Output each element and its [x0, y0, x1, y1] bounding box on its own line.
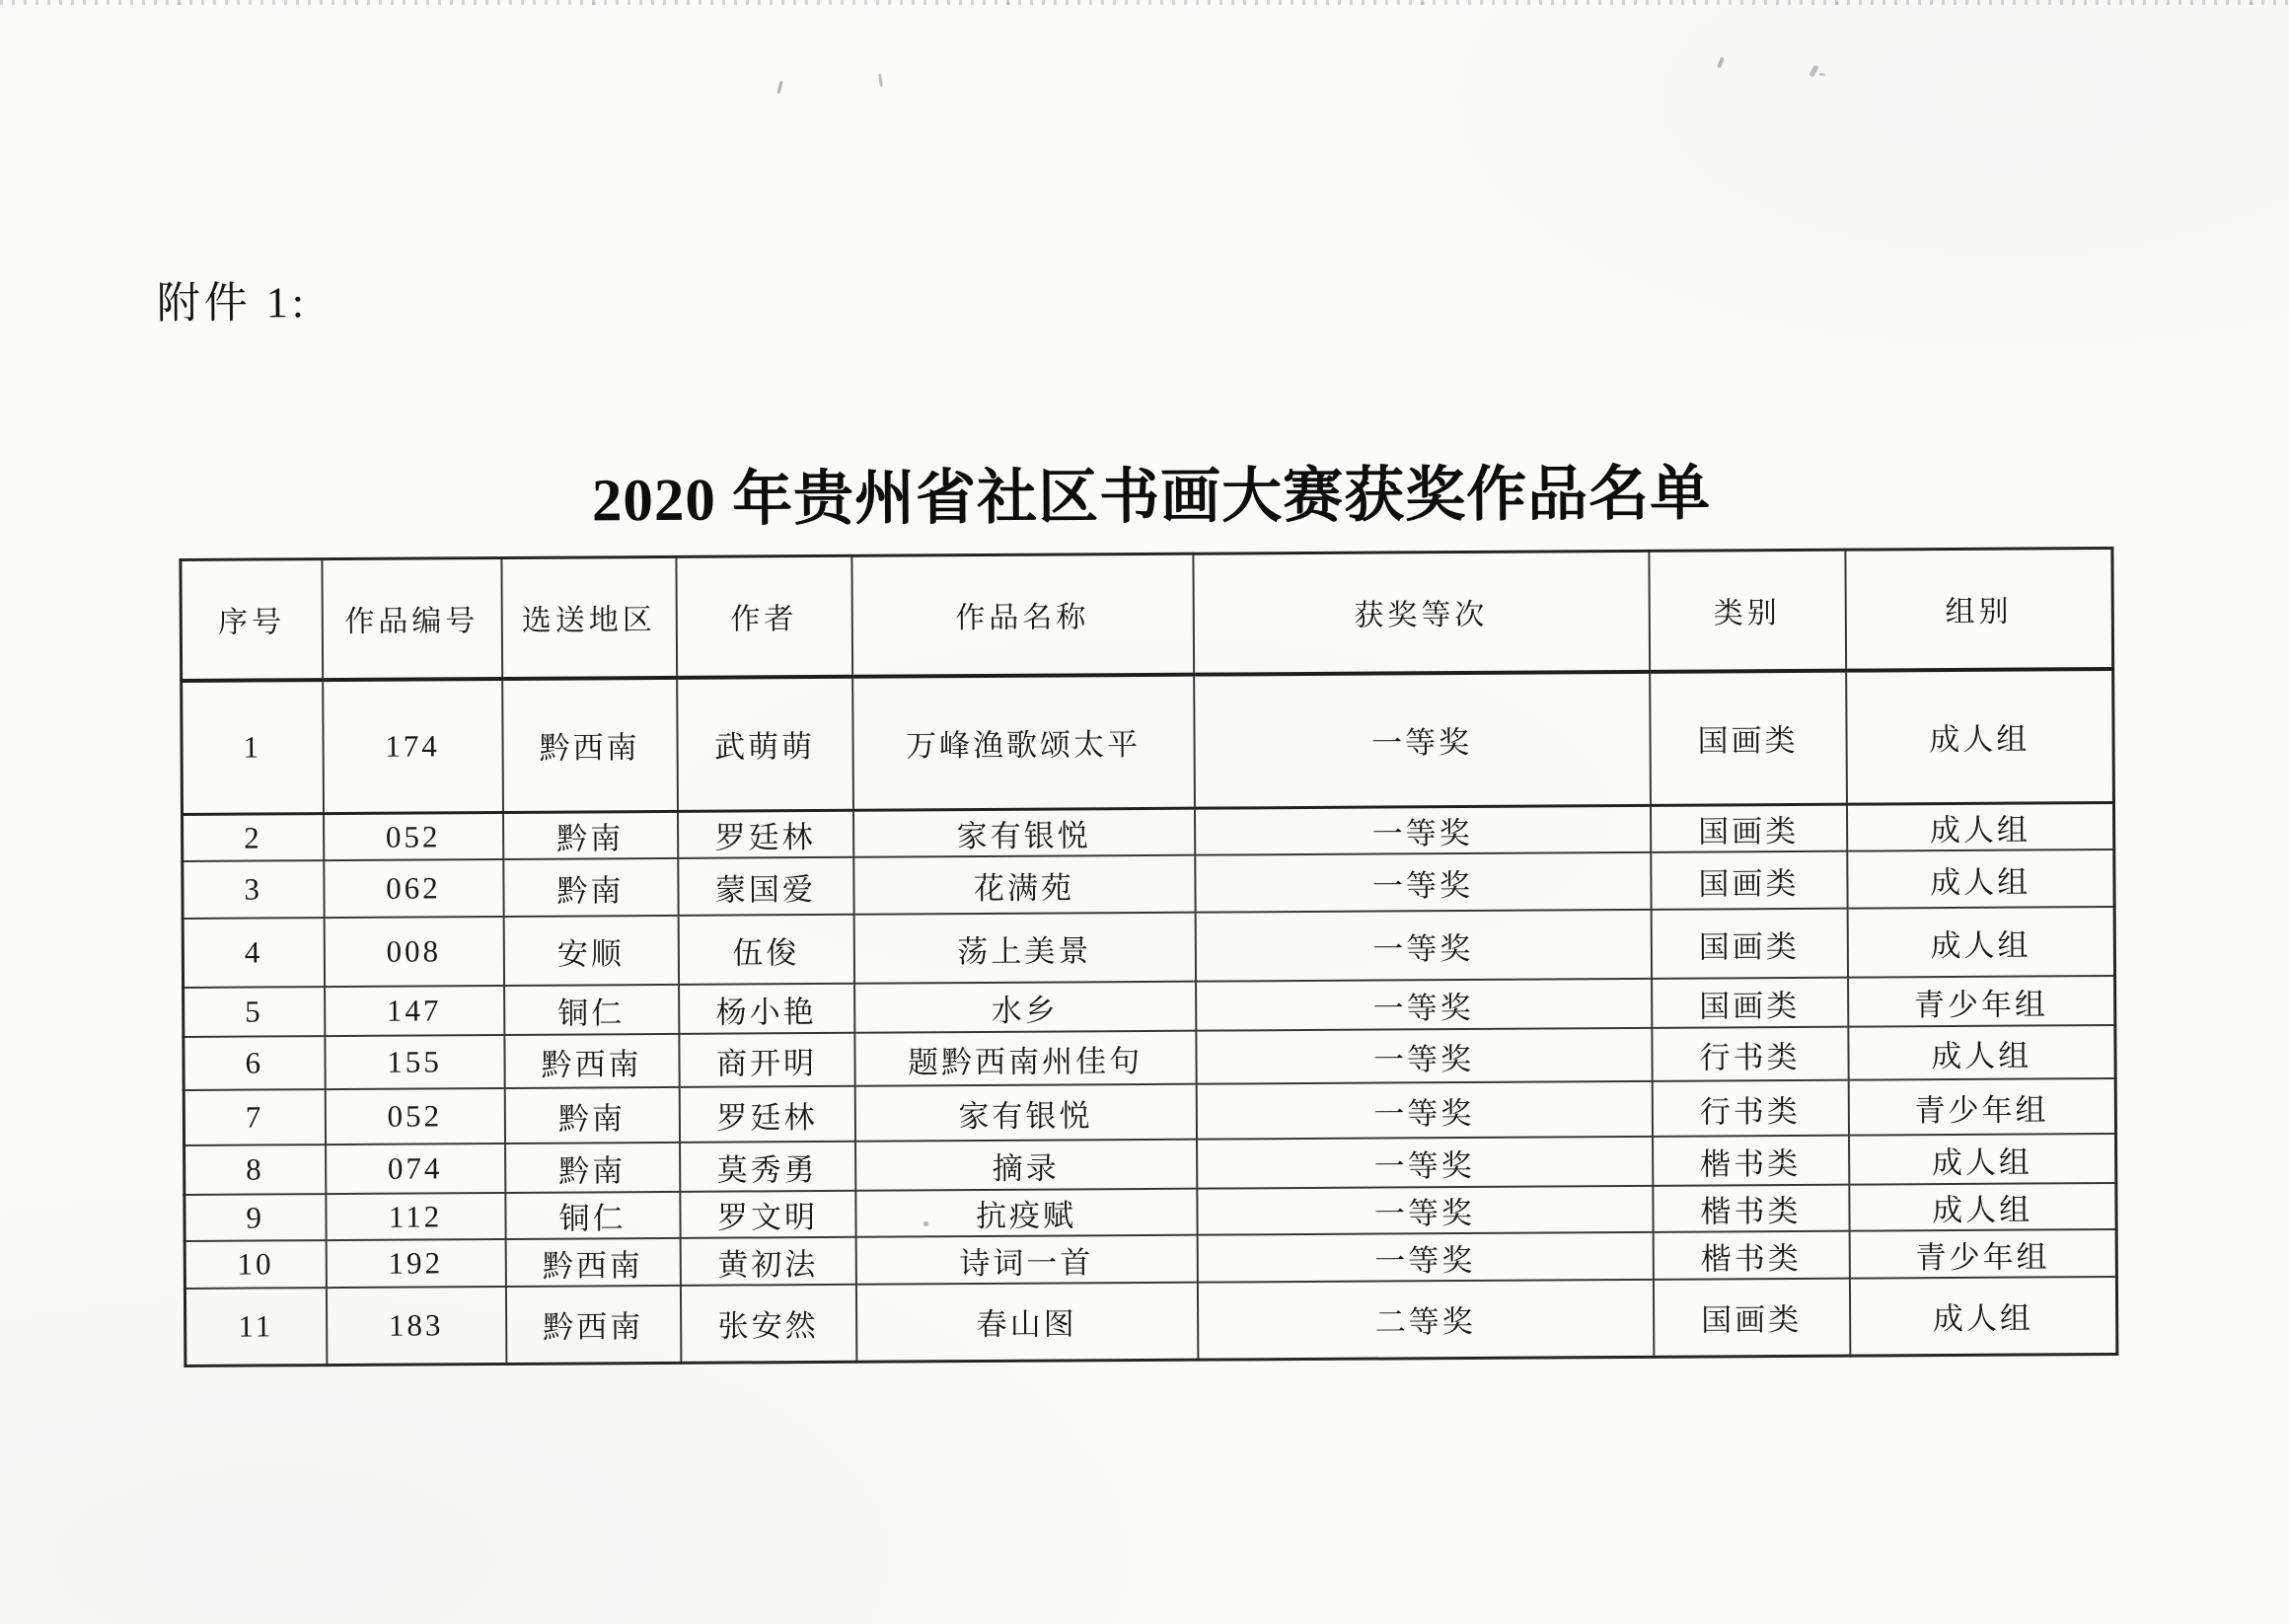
table-cell: 074 [326, 1144, 505, 1194]
table-cell: 黔西南 [502, 677, 678, 812]
table-cell: 国画类 [1652, 978, 1848, 1028]
awards-table-body [182, 669, 2117, 1366]
column-header: 选送地区 [501, 556, 677, 678]
table-cell: 一等奖 [1196, 1028, 1652, 1084]
table-cell: 摘录 [855, 1140, 1197, 1191]
table-cell: 黔南 [504, 1087, 679, 1144]
table-cell: 5 [184, 987, 325, 1037]
table-cell: 一等奖 [1197, 1186, 1653, 1235]
column-header: 类别 [1649, 550, 1846, 671]
table-cell: 052 [325, 1088, 504, 1144]
column-header: 作品名称 [851, 554, 1194, 676]
table-cell: 192 [326, 1239, 505, 1288]
table-cell: 水乡 [854, 982, 1196, 1033]
table-cell: 成人组 [1847, 849, 2114, 909]
table-cell: 黔南 [505, 1143, 680, 1193]
column-header: 获奖等次 [1193, 551, 1650, 674]
table-cell: 罗文明 [680, 1191, 855, 1238]
column-header: 组别 [1845, 549, 2113, 671]
table-cell: 楷书类 [1653, 1185, 1849, 1232]
table-cell: 成人组 [1847, 907, 2114, 978]
table-cell: 7 [184, 1089, 325, 1145]
table-cell: 一等奖 [1197, 1232, 1653, 1283]
table-cell: 一等奖 [1194, 671, 1651, 808]
table-cell: 一等奖 [1197, 1137, 1653, 1189]
table-cell: 青少年组 [1848, 1078, 2115, 1136]
table-cell: 4 [183, 918, 324, 988]
table-cell: 黔西南 [504, 1034, 679, 1088]
table-cell: 黔西南 [505, 1286, 680, 1364]
table-cell: 黔南 [502, 811, 677, 859]
table-cell: 张安然 [680, 1285, 855, 1363]
table-cell: 诗词一首 [855, 1235, 1197, 1285]
header-row [181, 549, 2113, 681]
table-cell: 174 [323, 678, 503, 813]
table-cell: 铜仁 [505, 1192, 680, 1239]
table-cell: 成人组 [1846, 802, 2113, 850]
table-cell: 行书类 [1652, 1080, 1848, 1137]
table-cell: 成人组 [1846, 669, 2114, 805]
table-cell: 3 [183, 860, 324, 919]
table-cell: 伍俊 [678, 915, 853, 985]
table-cell: 6 [184, 1036, 325, 1090]
table-cell: 2 [182, 814, 323, 861]
awards-table-head [181, 549, 2113, 681]
table-cell: 一等奖 [1194, 805, 1650, 854]
table-cell: 荡上美景 [853, 913, 1195, 984]
table-cell: 楷书类 [1653, 1231, 1849, 1280]
attachment-label: 附件 1: [156, 278, 309, 329]
table-cell: 黄初法 [680, 1237, 855, 1286]
table-cell: 国画类 [1651, 909, 1847, 979]
table-cell: 题黔西南州佳句 [854, 1031, 1196, 1086]
table-cell: 春山图 [855, 1283, 1197, 1362]
table-row [183, 907, 2114, 988]
table-cell: 家有银悦 [852, 808, 1194, 857]
table-cell: 黔西南 [505, 1238, 680, 1287]
table-cell: 一等奖 [1195, 852, 1651, 913]
table-cell: 11 [185, 1288, 326, 1366]
table-cell: 楷书类 [1653, 1136, 1849, 1186]
table-cell: 蒙国爱 [678, 857, 853, 916]
column-header: 序号 [181, 559, 323, 681]
table-cell: 青少年组 [1849, 1229, 2116, 1279]
table-cell: 国画类 [1650, 670, 1847, 805]
column-header: 作品编号 [322, 557, 502, 679]
table-cell: 黔南 [503, 858, 678, 917]
table-cell: 国画类 [1651, 851, 1847, 910]
table-cell: 家有银悦 [854, 1084, 1196, 1142]
table-cell: 青少年组 [1848, 976, 2115, 1027]
table-cell: 147 [325, 986, 504, 1036]
table-cell: 商开明 [679, 1033, 854, 1087]
table-cell: 10 [185, 1240, 326, 1289]
table-cell: 花满苑 [853, 855, 1195, 915]
table-cell: 铜仁 [504, 985, 679, 1035]
table-cell: 行书类 [1652, 1027, 1848, 1081]
table-cell: 成人组 [1848, 1025, 2115, 1080]
table-cell: 183 [326, 1287, 505, 1365]
table-cell: 112 [326, 1193, 505, 1240]
table-cell: 万峰渔歌颂太平 [852, 674, 1195, 810]
table-cell: 008 [324, 917, 503, 987]
table-cell: 成人组 [1849, 1134, 2116, 1185]
table-cell: 莫秀勇 [680, 1142, 855, 1192]
table-cell: 一等奖 [1196, 1081, 1652, 1140]
table-cell: 成人组 [1849, 1277, 2116, 1356]
table-cell: 8 [185, 1144, 326, 1195]
table-cell: 一等奖 [1196, 979, 1652, 1031]
table-cell: 一等奖 [1195, 910, 1651, 982]
table-cell: 052 [323, 812, 502, 860]
table-cell: 国画类 [1650, 804, 1846, 852]
table-row [185, 1277, 2116, 1366]
table-cell: 1 [182, 680, 324, 815]
table-cell: 安顺 [503, 916, 678, 986]
table-cell: 杨小艳 [679, 984, 854, 1034]
page-title: 2020 年贵州省社区书画大赛获奖作品名单 [591, 461, 1712, 535]
table-cell: 抗疫赋 [855, 1189, 1197, 1237]
table-cell: 罗廷林 [677, 810, 852, 858]
awards-table [179, 547, 2118, 1366]
table-row [182, 669, 2114, 815]
table-cell: 062 [324, 859, 503, 918]
column-header: 作者 [676, 555, 852, 677]
table-cell: 155 [325, 1035, 504, 1089]
table-cell: 罗廷林 [679, 1086, 854, 1143]
table-cell: 武萌萌 [677, 676, 853, 811]
table-cell: 成人组 [1849, 1183, 2116, 1231]
table-cell: 9 [185, 1194, 326, 1241]
table-cell: 二等奖 [1197, 1280, 1653, 1360]
table-cell: 国画类 [1653, 1279, 1849, 1357]
